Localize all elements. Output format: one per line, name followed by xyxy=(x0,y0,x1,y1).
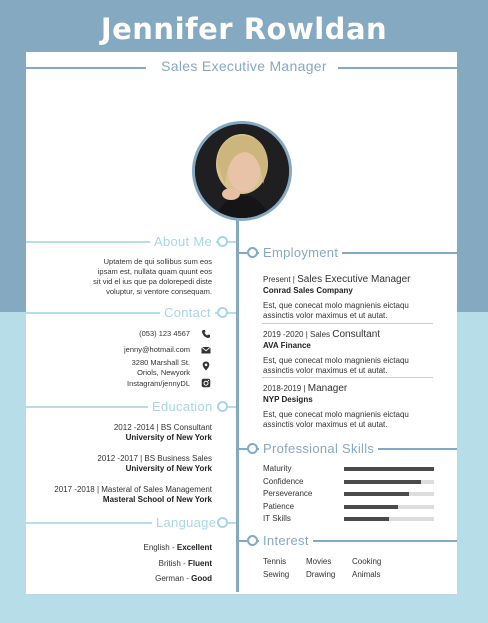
language-item xyxy=(80,571,212,587)
employment-company: NYP Designs xyxy=(263,395,313,404)
subtitle xyxy=(0,58,488,74)
about-line: Uptatem de qui sollibus sum eos xyxy=(103,257,212,266)
employment-desc: assinctis volor maximus et ut autat. xyxy=(263,366,388,375)
education-degree: 2012 -2014 | BS Consultant xyxy=(113,423,212,432)
skill-bar-fill xyxy=(344,492,409,496)
language-heading: Language xyxy=(152,515,220,530)
language-name: German - xyxy=(155,574,192,583)
contact-email: jenny@hotmail.com xyxy=(124,345,190,354)
skill-label: Maturity xyxy=(263,464,292,473)
interest-item: Animals xyxy=(352,570,381,579)
education-heading: Education xyxy=(148,399,217,414)
skill-bar xyxy=(344,517,434,521)
interest-ring xyxy=(247,535,258,546)
employment-desc: assinctis volor maximus et ut autat. xyxy=(263,420,388,429)
education-school: Masteral School of New York xyxy=(102,495,212,504)
language-item xyxy=(80,540,212,556)
employment-heading: Employment xyxy=(259,245,342,260)
language-ring xyxy=(217,517,228,528)
subtitle-text: Sales Executive Manager xyxy=(155,58,333,74)
employment-desc: assinctis volor maximus et ut autat. xyxy=(263,311,388,320)
employment-ring xyxy=(247,247,258,258)
timeline-line xyxy=(236,220,239,592)
employment-title: Manager xyxy=(307,383,348,394)
contact-address xyxy=(60,358,190,378)
education-item xyxy=(30,423,212,443)
skill-label: Confidence xyxy=(263,476,304,486)
employment-title: Sales Executive Manager xyxy=(297,274,411,285)
skill-bar-fill xyxy=(344,505,398,509)
employment-desc: Est, que conecat molo magnienis eictaqu xyxy=(263,301,409,310)
employment-item xyxy=(263,329,453,376)
skill-label: Perseverance xyxy=(263,489,313,498)
education-school: University of New York xyxy=(125,464,212,473)
employment-item xyxy=(263,383,453,430)
interest-item: Movies xyxy=(306,557,332,566)
language-level: Fluent xyxy=(188,558,212,568)
education-degree: 2017 -2018 | Masteral of Sales Management xyxy=(54,485,212,494)
about-line: sit vid el ius que pa dolorepedi diste xyxy=(93,277,212,286)
employment-desc: Est, que conecat molo magnienis eictaqu xyxy=(263,410,409,419)
skill-bar xyxy=(344,480,434,484)
contact-ring xyxy=(217,307,228,318)
profile-photo-illustration xyxy=(195,124,289,218)
employment-item xyxy=(263,274,453,321)
skill-label: Patience xyxy=(263,501,295,511)
contact-heading: Contact xyxy=(160,305,215,320)
language-item xyxy=(80,556,212,572)
employment-divider xyxy=(262,377,433,378)
employment-company: AVA Finance xyxy=(263,341,311,350)
language-name: English - xyxy=(143,543,177,552)
contact-instagram: Instagram/jennyDL xyxy=(127,379,190,388)
interest-item: Tennis xyxy=(263,557,287,566)
skill-bar-fill xyxy=(344,480,421,484)
about-line: voluptur, si ventore consequam. xyxy=(106,287,212,296)
education-school: University of New York xyxy=(125,433,212,442)
employment-company: Conrad Sales Company xyxy=(263,286,353,295)
profile-photo xyxy=(192,121,292,221)
skill-bar-fill xyxy=(344,467,434,471)
interest-item: Sewing xyxy=(263,570,290,579)
education-ring xyxy=(217,401,228,412)
about-line: ipsam est, nullata quam quunt eos xyxy=(97,267,212,276)
employment-years: 2018-2019 | xyxy=(263,384,308,393)
education-item xyxy=(30,485,212,505)
about-text xyxy=(40,257,212,297)
mail-icon xyxy=(201,345,211,355)
interest-item: Cooking xyxy=(352,557,382,566)
skill-bar-fill xyxy=(344,517,389,521)
employment-divider xyxy=(262,323,433,324)
interest-item: Drawing xyxy=(306,570,336,579)
language-list xyxy=(80,540,212,587)
skills-heading: Professional Skills xyxy=(259,441,378,456)
address-line: Oriols, Newyork xyxy=(137,368,190,377)
language-level: Excellent xyxy=(176,543,212,552)
skill-bar xyxy=(344,505,434,509)
skill-bar xyxy=(344,467,434,471)
contact-phone: (053) 123 4567 xyxy=(139,329,190,338)
language-level: Good xyxy=(191,574,212,583)
employment-years: Present | xyxy=(263,275,298,284)
interest-heading: Interest xyxy=(259,533,313,548)
employment-years: 2019 -2020 | Sales xyxy=(263,330,333,339)
skills-ring xyxy=(247,443,258,454)
skill-bar xyxy=(344,492,434,496)
location-pin-icon xyxy=(201,361,211,371)
education-item xyxy=(30,454,212,474)
employment-desc: Est, que conecat molo magnienis eictaqu xyxy=(263,356,409,365)
employment-title: Consultant xyxy=(332,329,381,340)
education-degree: 2012 -2017 | BS Business Sales xyxy=(97,454,212,463)
address-line: 3280 Marshall St. xyxy=(131,358,190,367)
phone-icon xyxy=(201,329,211,339)
instagram-icon xyxy=(201,378,211,388)
skill-label: IT Skills xyxy=(263,514,291,523)
about-ring xyxy=(217,236,228,247)
about-heading: About Me xyxy=(150,234,216,249)
resume-name: Jennifer Rowldan xyxy=(100,12,388,46)
language-name: British - xyxy=(158,558,188,568)
